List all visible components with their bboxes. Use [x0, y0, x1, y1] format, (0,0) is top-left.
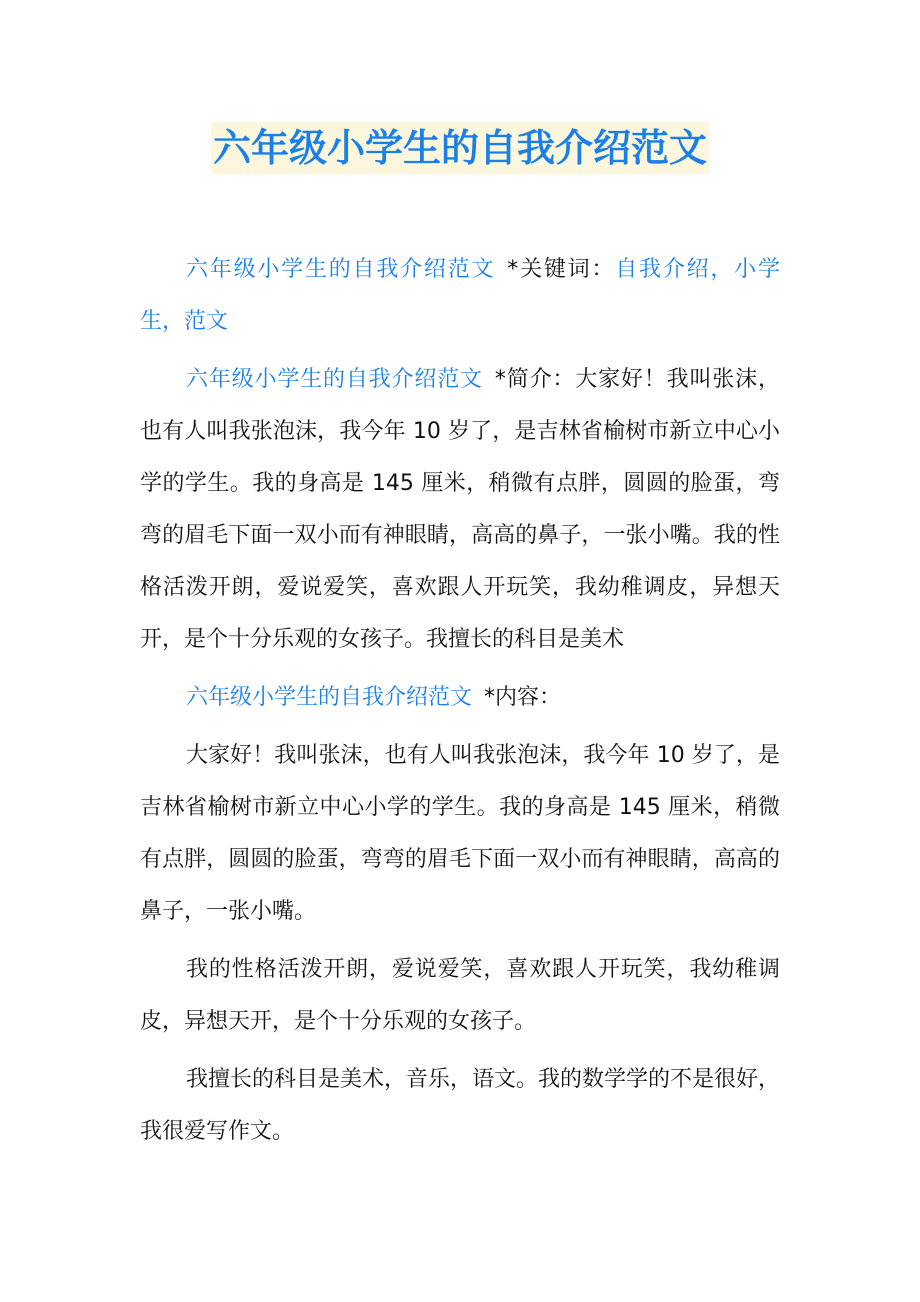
keywords-paragraph: [140, 244, 780, 348]
document-title: 六年级小学生的自我介绍范文: [211, 122, 709, 174]
body-paragraph-3: 我擅长的科目是美术，音乐，语文。我的数学学的不是很好，我很爱写作文。: [140, 1067, 781, 1144]
summary-label: *简介：: [494, 367, 576, 392]
document-body: [140, 244, 780, 1164]
content-heading-paragraph: [140, 672, 780, 724]
title-container: [0, 122, 920, 174]
content-doc-title: 六年级小学生的自我介绍范文: [186, 685, 473, 710]
keywords-label: *关键词：: [507, 257, 616, 282]
body-paragraph-2: 我的性格活泼开朗，爱说爱笑，喜欢跟人开玩笑，我幼稚调皮，异想天开，是个十分乐观的女孩子。: [140, 957, 780, 1034]
keywords-value: 自我介绍，小学生，范文: [140, 257, 780, 334]
body-paragraph-1: 大家好！我叫张沫，也有人叫我张泡沫，我今年 10 岁了，是吉林省榆树市新立中心小学的学生。我的身高是 145 厘米，稍微有点胖，圆圆的脸蛋，弯弯的眉毛下面一双小而有神眼睛，高高的鼻子，一张小嘴。: [140, 743, 780, 924]
summary-doc-title: 六年级小学生的自我介绍范文: [186, 367, 483, 392]
summary-paragraph: [140, 354, 780, 666]
summary-value: 大家好！我叫张沫，也有人叫我张泡沫，我今年 10 岁了，是吉林省榆树市新立中心小学的学生。我的身高是 145 厘米，稍微有点胖，圆圆的脸蛋，弯弯的眉毛下面一双小而有神眼睛，高高的鼻子，一张小嘴。我的性格活泼开朗，爱说爱笑，喜欢跟人开玩笑，我幼稚调皮，异想天开，是个十分乐观的女孩子。我擅长的科目是美术: [140, 367, 780, 652]
content-label: *内容：: [484, 685, 562, 710]
keywords-doc-title: 六年级小学生的自我介绍范文: [186, 257, 496, 282]
